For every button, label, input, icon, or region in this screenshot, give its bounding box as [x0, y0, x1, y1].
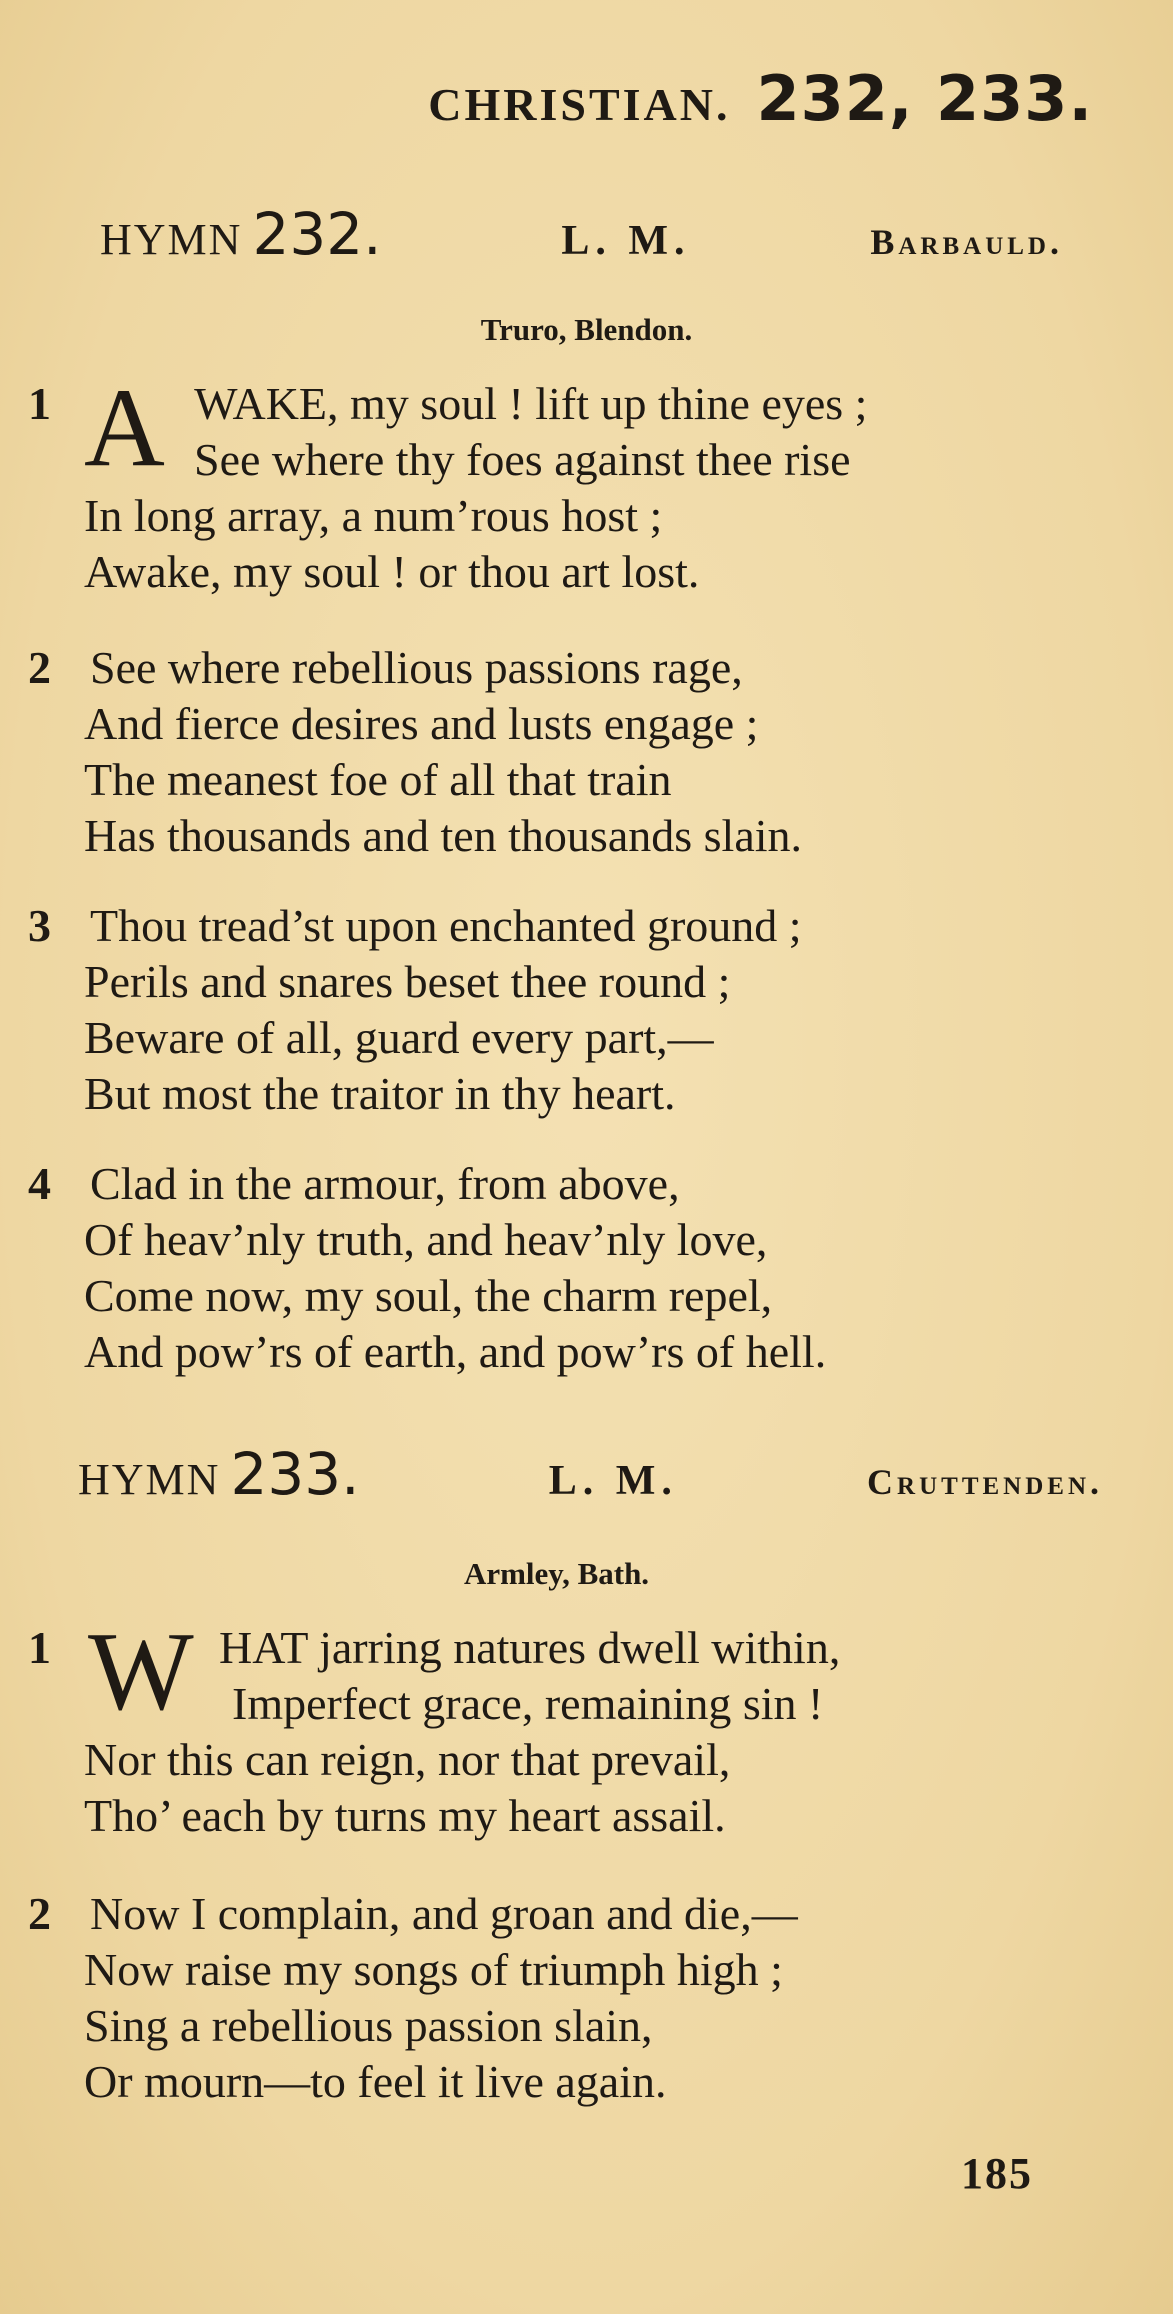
hymn-232-stanza-1 — [22, 366, 1133, 600]
hymn-label: HYMN — [100, 215, 243, 264]
hymn-number: 232. — [252, 200, 382, 268]
hymn-232-stanza-2 — [22, 640, 1133, 864]
verse-line: WAKE, my soul ! lift up thine eyes ; — [194, 378, 868, 429]
hymn-meter: L. M. — [548, 1458, 678, 1504]
hymn-author: Barbauld. — [870, 222, 1063, 262]
stanza-number: 3 — [28, 900, 51, 951]
hymn-author: Cruttenden. — [867, 1462, 1103, 1502]
verse-line: Nor this can reign, nor that prevail, — [84, 1734, 731, 1785]
drop-cap: W — [88, 1610, 194, 1734]
hymn-meter: L. M. — [561, 218, 691, 264]
running-head-numbers: 232, 233. — [756, 62, 1093, 135]
stanza-number: 2 — [28, 642, 51, 693]
verse-line: Tho’ each by turns my heart assail. — [84, 1790, 726, 1841]
verse-line: And fierce desires and lusts engage ; — [84, 698, 759, 749]
stanza-number: 1 — [28, 378, 51, 429]
verse-line: Beware of all, guard every part,— — [84, 1012, 714, 1063]
stanza-number: 2 — [28, 1888, 51, 1939]
hymn-number: 233. — [230, 1440, 360, 1508]
hymn-232-stanza-3 — [22, 898, 1133, 1122]
verse-line: Thou tread’st upon enchanted ground ; — [90, 900, 802, 951]
verse-line: Awake, my soul ! or thou art lost. — [84, 546, 700, 597]
verse-line: Now I complain, and groan and die,— — [90, 1888, 798, 1939]
hymn-232-tunes: Truro, Blendon. — [480, 312, 693, 347]
verse-line: Of heav’nly truth, and heav’nly love, — [84, 1214, 768, 1265]
verse-line: And pow’rs of earth, and pow’rs of hell. — [84, 1326, 827, 1377]
verse-line: Now raise my songs of triumph high ; — [84, 1944, 783, 1995]
verse-line: Sing a rebellious passion slain, — [84, 2000, 653, 2051]
running-head — [428, 62, 1093, 135]
page-number: 185 — [961, 2149, 1033, 2198]
verse-line: Has thousands and ten thousands slain. — [84, 810, 803, 861]
verse-line: In long array, a num’rous host ; — [84, 490, 663, 541]
verse-line: Come now, my soul, the charm repel, — [84, 1270, 773, 1321]
hymn-233-tunes: Armley, Bath. — [463, 1556, 650, 1591]
hymn-232-heading — [100, 200, 1063, 268]
verse-line: Imperfect grace, remaining sin ! — [232, 1678, 824, 1729]
hymn-233-stanza-1 — [22, 1610, 1133, 1844]
verse-line: HAT jarring natures dwell within, — [219, 1622, 841, 1673]
hymn-232-stanza-4 — [22, 1156, 1133, 1380]
running-head-title: CHRISTIAN. — [428, 79, 731, 130]
drop-cap: A — [84, 366, 165, 490]
verse-line: But most the traitor in thy heart. — [84, 1068, 676, 1119]
verse-line: See where rebellious passions rage, — [90, 642, 743, 693]
verse-line: Clad in the armour, from above, — [90, 1158, 680, 1209]
stanza-number: 4 — [28, 1158, 51, 1209]
verse-line: See where thy foes against thee rise — [194, 434, 851, 485]
stanza-number: 1 — [28, 1622, 51, 1673]
hymn-233-heading — [78, 1440, 1103, 1508]
verse-line: Or mourn—to feel it live again. — [84, 2056, 667, 2107]
verse-line: The meanest foe of all that train — [84, 754, 672, 805]
verse-line: Perils and snares beset thee round ; — [84, 956, 731, 1007]
hymn-233-stanza-2 — [22, 1886, 1133, 2110]
hymn-label: HYMN — [78, 1455, 221, 1504]
